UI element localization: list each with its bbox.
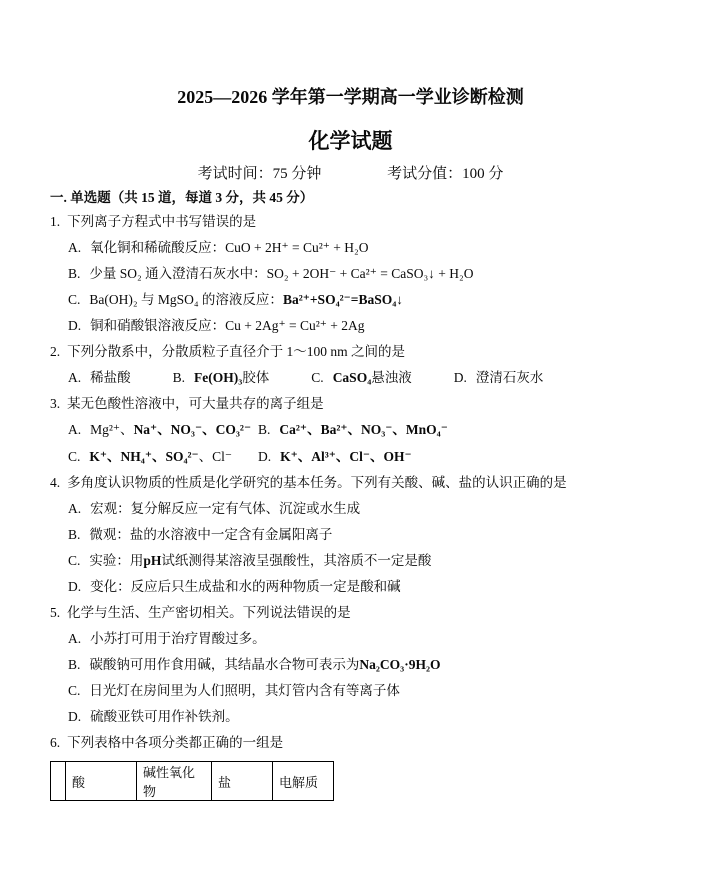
exam-time: 考试时间：75 分钟: [197, 166, 322, 182]
question-number: 2.: [50, 344, 61, 359]
options: [68, 240, 701, 334]
option: [68, 657, 701, 673]
option-label: B.: [172, 370, 186, 385]
option: [258, 422, 701, 438]
option-label: D.: [68, 709, 82, 724]
option-text: 宏观：复分解反应一定有气体、沉淀或水生成: [90, 501, 361, 516]
exam-subtitle: 化学试题: [308, 129, 393, 153]
exam-title: 2025—2026 学年第一学期高一学业诊断检测: [177, 87, 524, 107]
question-stem: [50, 396, 701, 412]
option-text: Mg²⁺、: [90, 422, 134, 437]
option-text: 硫酸亚铁可用作补铁剂。: [90, 709, 239, 724]
option-text: pH: [143, 553, 162, 568]
option-label: C.: [68, 683, 81, 698]
table-header-cell: [51, 762, 66, 801]
option-text: 微观：盐的水溶液中一定含有金属阳离子: [89, 527, 333, 542]
options: [68, 631, 701, 725]
option: [68, 370, 131, 386]
option: [68, 683, 701, 699]
option-text: Ca²⁺、Ba²⁺、NO₃⁻、MnO₄⁻: [279, 422, 448, 437]
option: [68, 709, 701, 725]
option-text: 氧化铜和稀硫酸反应：CuO + 2H⁺ = Cu²⁺ + H₂O: [90, 240, 369, 255]
question: [50, 475, 701, 595]
option-text: 少量 SO₂ 通入澄清石灰水中：SO₂ + 2OH⁻ + Ca²⁺ = CaSO₃↓ + H₂O: [89, 266, 474, 281]
option: [173, 370, 270, 386]
options: [68, 370, 701, 386]
option-text: 碳酸钠可用作食用碱，其结晶水合物可表示为: [89, 657, 360, 672]
option-label: B.: [68, 657, 81, 672]
option-text: 悬浊液: [371, 370, 412, 385]
option: [68, 553, 701, 569]
option-label: D.: [68, 579, 82, 594]
section-header: 一. 单选题（共 15 道，每道 3 分，共 45 分）: [50, 190, 314, 205]
question-number: 5.: [50, 605, 61, 620]
questions: [50, 214, 701, 801]
option-label: A.: [68, 501, 82, 516]
option-label: C.: [68, 449, 81, 464]
question-number: 3.: [50, 396, 61, 411]
option-text: CaSO₄: [332, 370, 372, 385]
question-stem-text: 某无色酸性溶液中，可大量共存的离子组是: [67, 396, 324, 411]
question-stem: [50, 605, 701, 621]
option-label: C.: [68, 292, 81, 307]
option: [68, 266, 701, 282]
option-text: 胶体: [242, 370, 270, 385]
option: [311, 370, 411, 386]
option-text: 试纸测得某溶液呈强酸性，其溶质不一定是酸: [161, 553, 432, 568]
option-label: D.: [453, 370, 467, 385]
option-text: 稀盐酸: [90, 370, 131, 385]
option-text: 实验：用: [89, 553, 144, 568]
options: [68, 422, 701, 465]
option-text: 小苏打可用于治疗胃酸过多。: [90, 631, 266, 646]
question-number: 4.: [50, 475, 61, 490]
option-text: 铜和硝酸银溶液反应：Cu + 2Ag⁺ = Cu²⁺ + 2Ag: [90, 318, 365, 333]
option: [68, 527, 701, 543]
question-stem-text: 下列表格中各项分类都正确的一组是: [67, 735, 284, 750]
table-header-cell: 酸: [66, 762, 137, 801]
question-stem-text: 下列离子方程式中书写错误的是: [67, 214, 257, 229]
question: [50, 605, 701, 725]
option: [68, 240, 701, 256]
option-text: K⁺、Al³⁺、Cl⁻、OH⁻: [280, 449, 412, 464]
option: [68, 501, 701, 517]
question: [50, 214, 701, 334]
option-text: Ba²⁺+SO₄²⁻=BaSO₄↓: [282, 292, 404, 307]
question-stem: [50, 214, 701, 230]
option-text: Na⁺、NO₃⁻、CO₃²⁻: [133, 422, 252, 437]
option-label: B.: [68, 527, 81, 542]
question-stem-text: 多角度认识物质的性质是化学研究的基本任务。下列有关酸、碱、盐的认识正确的是: [67, 475, 567, 490]
option-text: Ba(OH)₂ 与 MgSO₄ 的溶液反应：: [89, 292, 283, 307]
option: [454, 370, 544, 386]
option: [68, 631, 701, 647]
option-text: 日光灯在房间里为人们照明，其灯管内含有等离子体: [89, 683, 400, 698]
option-label: D.: [258, 449, 272, 464]
option-label: B.: [258, 422, 271, 437]
exam-score: 考试分值：100 分: [387, 166, 504, 182]
table-header-row: [51, 762, 334, 801]
option: [68, 449, 258, 465]
question-stem-text: 化学与生活、生产密切相关。下列说法错误的是: [67, 605, 351, 620]
option-label: A.: [68, 370, 82, 385]
table-header-cell: 盐: [212, 762, 273, 801]
option: [68, 318, 701, 334]
option-label: C.: [68, 553, 81, 568]
option-text: 变化：反应后只生成盐和水的两种物质一定是酸和碱: [90, 579, 401, 594]
table-header-cell: 碱性氧化物: [137, 762, 212, 801]
option-text: Na₂CO₃·9H₂O: [359, 657, 441, 672]
question: [50, 396, 701, 465]
option-text: 、Cl⁻: [198, 449, 233, 464]
question: [50, 344, 701, 386]
option-label: A.: [68, 631, 82, 646]
option: [68, 579, 701, 595]
question-number: 1.: [50, 214, 61, 229]
option-label: A.: [68, 422, 82, 437]
question-stem: [50, 344, 701, 360]
option-label: D.: [68, 318, 82, 333]
exam-info: [0, 166, 701, 182]
option: [68, 292, 701, 308]
question-stem: [50, 735, 701, 751]
option-text: 澄清石灰水: [475, 370, 544, 385]
classification-table: [50, 761, 334, 801]
question-stem-text: 下列分散系中，分散质粒子直径介于 1～100 nm 之间的是: [67, 344, 406, 359]
option: [258, 449, 701, 465]
option-label: C.: [311, 370, 324, 385]
question-stem: [50, 475, 701, 491]
table-header-cell: 电解质: [273, 762, 334, 801]
option-label: B.: [68, 266, 81, 281]
option-label: A.: [68, 240, 82, 255]
options: [68, 501, 701, 595]
question-number: 6.: [50, 735, 61, 750]
option: [68, 422, 258, 438]
option-text: K⁺、NH₄⁺、SO₄²⁻: [89, 449, 199, 464]
question: [50, 735, 701, 801]
option-text: Fe(OH)₃: [194, 370, 243, 385]
